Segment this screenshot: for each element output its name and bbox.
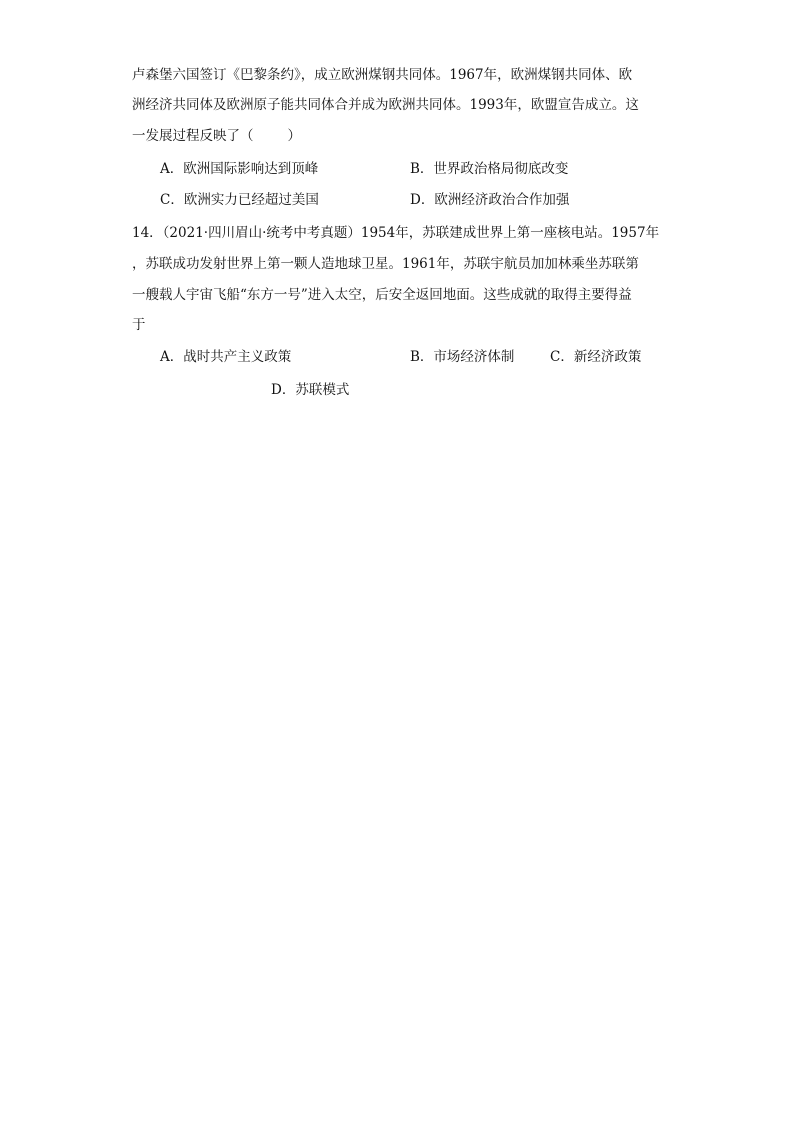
q13-stem-text: 一发展过程反映了（: [132, 128, 254, 144]
q13-stem-line-2: 洲经济共同体及欧洲原子能共同体合并成为欧洲共同体。1993年，欧盟宣告成立。这: [132, 97, 639, 113]
q13-stem-end: ）: [287, 128, 301, 144]
q14-option-c: C．新经济政策: [550, 349, 642, 365]
q14-stem-line-1: 14．（2021·四川眉山·统考中考真题）1954年，苏联建成世界上第一座核电站。1957年: [132, 225, 660, 241]
q13-option-b: B．世界政治格局彻底改变: [410, 161, 569, 177]
q13-option-c: C．欧洲实力已经超过美国: [160, 192, 319, 208]
q13-option-d: D．欧洲经济政治合作加强: [410, 192, 570, 208]
q14-stem-line-4: 于: [132, 317, 146, 333]
q13-stem-line-1: 卢森堡六国签订《巴黎条约》，成立欧洲煤钢共同体。1967年，欧洲煤钢共同体、欧: [132, 67, 633, 83]
q14-option-a: A．战时共产主义政策: [160, 349, 292, 365]
q14-stem-line-3: 一艘载人宇宙飞船“东方一号”进入太空，后安全返回地面。这些成就的取得主要得益: [132, 287, 632, 303]
q14-option-b: B．市场经济体制: [410, 349, 515, 365]
q14-option-d: D．苏联模式: [271, 382, 350, 398]
q13-option-a: A．欧洲国际影响达到顶峰: [160, 161, 319, 177]
q14-stem-line-2: ，苏联成功发射世界上第一颗人造地球卫星。1961年，苏联宇航员加加林乘坐苏联第: [132, 256, 639, 272]
q13-stem-line-3: [132, 127, 301, 145]
